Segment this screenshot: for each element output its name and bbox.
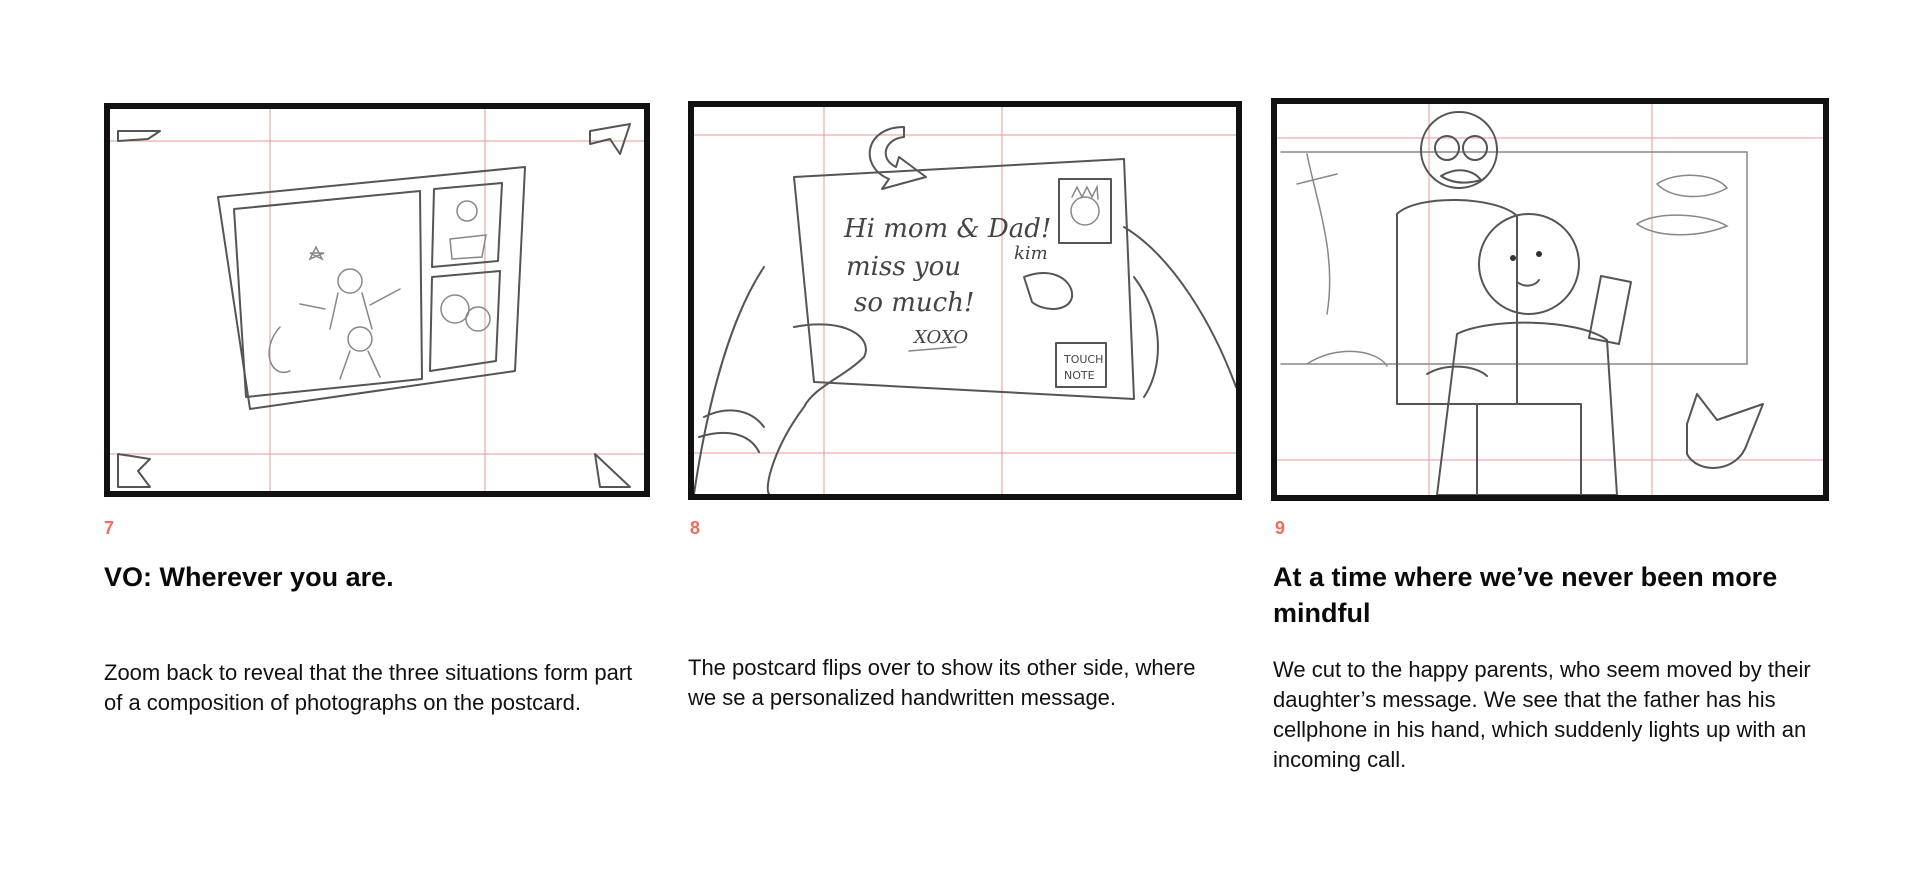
- handwritten-line-1: Hi mom & Dad!: [844, 214, 1052, 244]
- sketch-frame-postcard-photos: [104, 103, 650, 497]
- sketch-frame-postcard-message: [688, 101, 1242, 500]
- sketch-handwritten-postcard: [694, 107, 1236, 494]
- panel-description: The postcard flips over to show its other side, where we se a personalized handwritten message.: [688, 655, 1196, 710]
- storyboard-panel-8: [688, 0, 1248, 890]
- panel-number: 8: [690, 518, 701, 538]
- panel-title: VO: Wherever you are.: [104, 562, 394, 592]
- panel-number: 9: [1275, 518, 1286, 538]
- sticker-line-2: NOTE: [1064, 369, 1095, 382]
- sticker-line-1: TOUCH: [1064, 353, 1104, 366]
- sketch-parents-with-phone: [1277, 104, 1823, 495]
- panel-number: 7: [104, 518, 115, 538]
- panel-title: At a time where we’ve never been more mindful: [1273, 562, 1778, 628]
- sketch-postcard-photos: [110, 109, 644, 491]
- handwritten-line-2: miss you: [846, 252, 962, 282]
- storyboard-panel-7: [104, 0, 664, 890]
- panel-description: Zoom back to reveal that the three situations form part of a composition of photographs on the postcard.: [104, 660, 633, 715]
- panel-description: We cut to the happy parents, who seem moved by their daughter’s message. We see that the father has his cellphone in his hand, which suddenly lights up with an incoming call.: [1273, 657, 1811, 772]
- sketch-frame-parents: [1271, 98, 1829, 501]
- storyboard-panel-9: [1271, 0, 1831, 890]
- handwritten-line-3: so much!: [854, 288, 975, 318]
- handwritten-line-4: XOXO: [914, 327, 969, 348]
- handwritten-signature: kim: [1014, 243, 1048, 264]
